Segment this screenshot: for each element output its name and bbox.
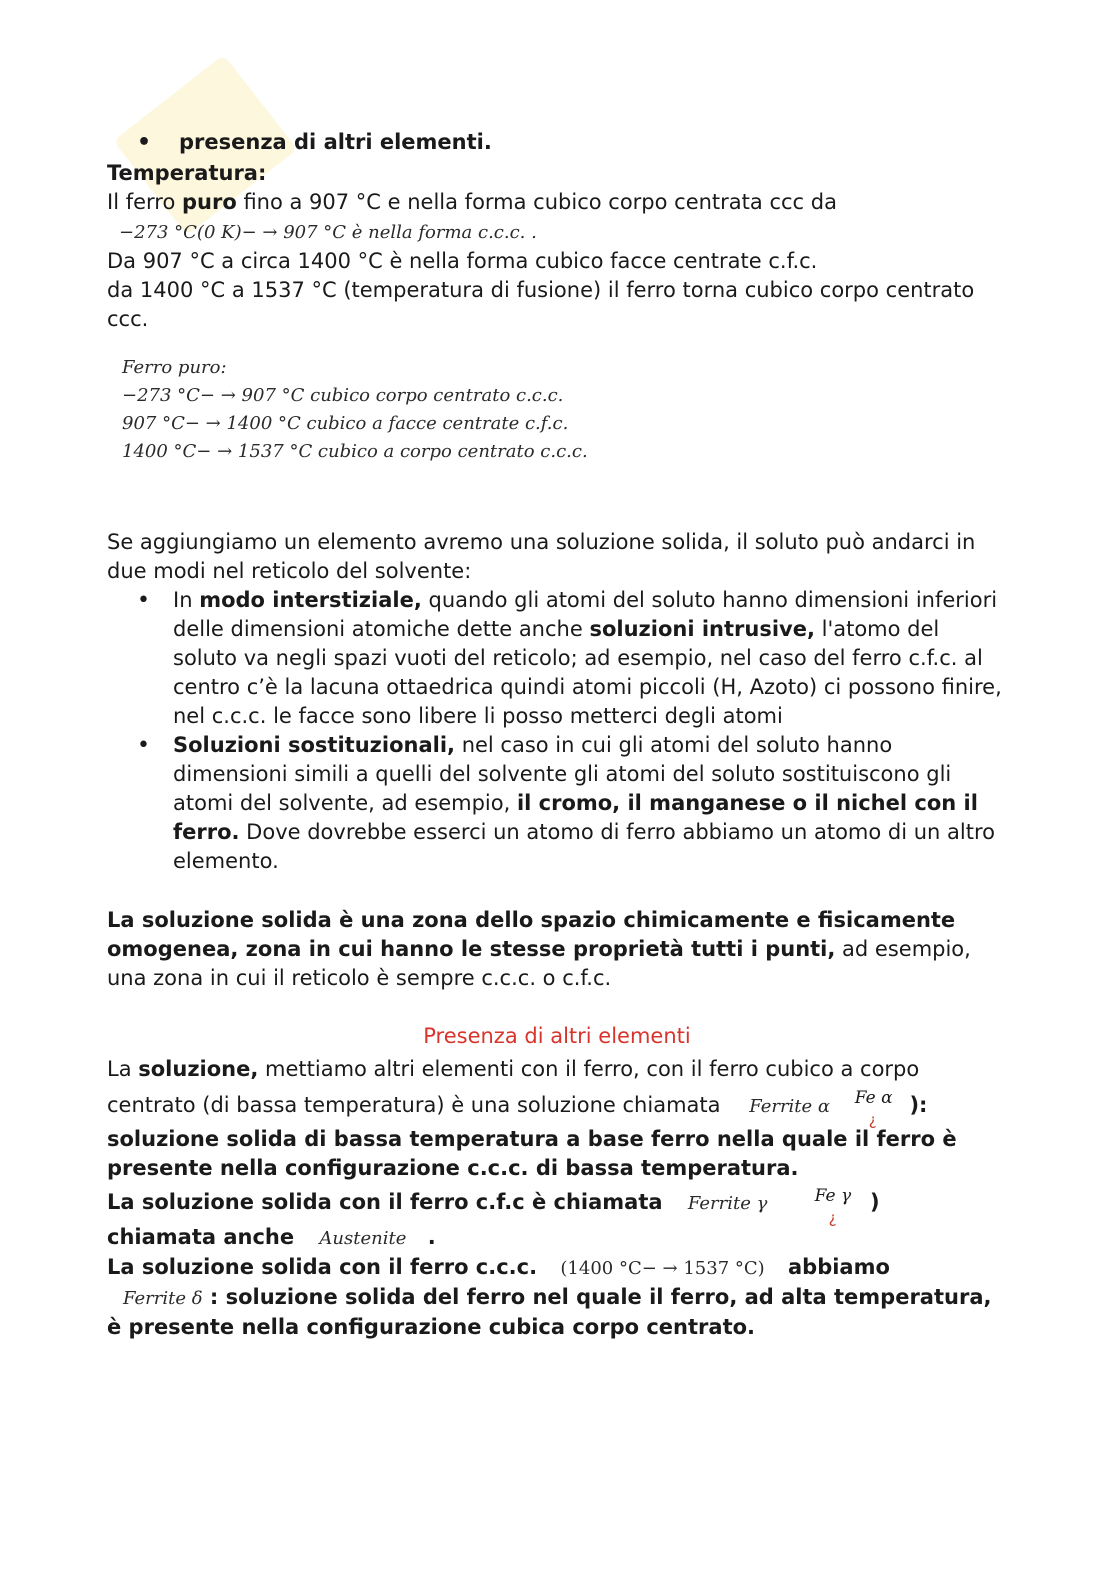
paragraph-ferrite-alpha xyxy=(107,1051,1007,1129)
bold-text: soluzione, xyxy=(138,1057,259,1081)
text: nel caso in cui gli atomi del soluto hanno dimensioni simili a quelli del solvente gli atomi del soluto sostituiscono gli atomi del solvente, ad esempio, xyxy=(173,733,952,815)
text: La xyxy=(107,1057,139,1081)
formula-ferrite-alpha: Ferrite α xyxy=(749,1096,831,1117)
formula-ferrite-gamma: Ferrite γ xyxy=(687,1193,768,1214)
list-item xyxy=(107,731,1007,876)
formula-block xyxy=(107,354,1007,466)
formula-line: Ferro puro: xyxy=(122,357,227,378)
text: ad esempio, una zona in cui il reticolo è sempre c.c.c. o c.f.c. xyxy=(107,937,971,990)
text: l'atomo del soluto va negli spazi vuoti del reticolo; ad esempio, nel caso del ferro c.f.c. al centro c’è la lacuna ottaedrica quindi atomi piccoli (H, Azoto) ci possono finire, nel c.c.c. le facce sono libere li posso metterci degli atomi xyxy=(173,617,1002,728)
formula-range: (1400 °C− → 1537 °C) xyxy=(560,1258,765,1279)
formula-text: −273 °C(0 K)− → 907 °C è nella forma c.c.c. . xyxy=(119,222,537,243)
bold-text: puro xyxy=(181,190,237,214)
text: fino a 907 °C e nella forma cubico corpo centrata ccc da xyxy=(236,190,837,214)
list-item xyxy=(107,128,1007,157)
bullet-list-solutions xyxy=(107,586,1007,876)
text: quando gli atomi del soluto hanno dimensioni inferiori delle dimensioni atomiche dette anche xyxy=(173,588,998,641)
formula-austenite: Austenite xyxy=(319,1228,407,1249)
text: La soluzione solida con il ferro c.f.c è chiamata xyxy=(107,1190,663,1214)
formula-fe-alpha xyxy=(854,1088,903,1129)
paragraph-ferrite-delta xyxy=(107,1253,1007,1283)
bullet-text: presenza di altri elementi. xyxy=(179,130,492,154)
formula-line: 907 °C− → 1400 °C cubico a facce centrate c.f.c. xyxy=(122,413,569,434)
formula-text: Fe α xyxy=(854,1088,893,1108)
bold-text: Soluzioni sostituzionali, xyxy=(173,733,456,757)
paragraph-ferrite-gamma xyxy=(107,1183,1007,1227)
text: chiamata anche xyxy=(107,1225,295,1249)
paragraph-ferrite-delta-def xyxy=(107,1283,1007,1342)
formula-line: 1400 °C− → 1537 °C cubico a corpo centrato c.c.c. xyxy=(122,441,588,462)
list-item xyxy=(107,586,1007,731)
formula-line: −273 °C− → 907 °C cubico corpo centrato c.c.c. xyxy=(122,385,564,406)
formula-text: ¿ xyxy=(828,1209,837,1227)
text: Dove dovrebbe esserci un atomo di ferro abbiamo un atomo di un altro elemento. xyxy=(173,820,995,873)
paragraph-ferro-puro xyxy=(107,188,1007,217)
bullet-list-top xyxy=(107,128,1007,157)
text: La soluzione solida con il ferro c.c.c. xyxy=(107,1255,538,1279)
paragraph-soluzione: Se aggiungiamo un elemento avremo una soluzione solida, il soluto può andarci in due modi nel reticolo del solvente: xyxy=(107,530,976,583)
formula-inline xyxy=(107,217,1007,247)
text: ): xyxy=(909,1093,928,1117)
formula-fe-gamma xyxy=(814,1186,863,1227)
document-page xyxy=(107,128,1007,1342)
text: : soluzione solida del ferro nel quale il ferro, ad alta temperatura, è presente nella configurazione cubica corpo centrato. xyxy=(107,1285,992,1339)
text: ) xyxy=(869,1190,880,1214)
formula-ferrite-delta: Ferrite δ xyxy=(123,1288,203,1309)
definition-paragraph xyxy=(107,906,1007,993)
bold-text: il cromo, il manganese o il nichel con il ferro. xyxy=(173,791,978,844)
bold-text: modo interstiziale, xyxy=(199,588,422,612)
text: abbiamo xyxy=(787,1255,890,1279)
paragraph-1400: da 1400 °C a 1537 °C (temperatura di fusione) il ferro torna cubico corpo centrato ccc. xyxy=(107,278,975,331)
bold-text: La soluzione solida è una zona dello spazio chimicamente e fisicamente omogenea, zona in cui hanno le stesse proprietà tutti i punti, xyxy=(107,908,956,961)
text: . xyxy=(427,1225,436,1249)
paragraph-907: Da 907 °C a circa 1400 °C è nella forma cubico facce centrate c.f.c. xyxy=(107,249,818,273)
text: In xyxy=(173,588,200,612)
section-heading: Presenza di altri elementi xyxy=(423,1024,691,1048)
text: mettiamo altri elementi con il ferro, con il ferro cubico a corpo centrato (di bassa temperatura) è una soluzione chiamata xyxy=(107,1057,920,1117)
bold-paragraph: soluzione solida di bassa temperatura a base ferro nella quale il ferro è presente nella configurazione c.c.c. di bassa temperatura. xyxy=(107,1127,957,1180)
text: Il ferro xyxy=(107,190,182,214)
paragraph-austenite xyxy=(107,1223,1007,1253)
formula-text: Fe γ xyxy=(814,1186,852,1206)
formula-text: ¿ xyxy=(868,1111,877,1129)
temperatura-heading: Temperatura: xyxy=(107,161,267,185)
bold-text: soluzioni intrusive, xyxy=(589,617,815,641)
